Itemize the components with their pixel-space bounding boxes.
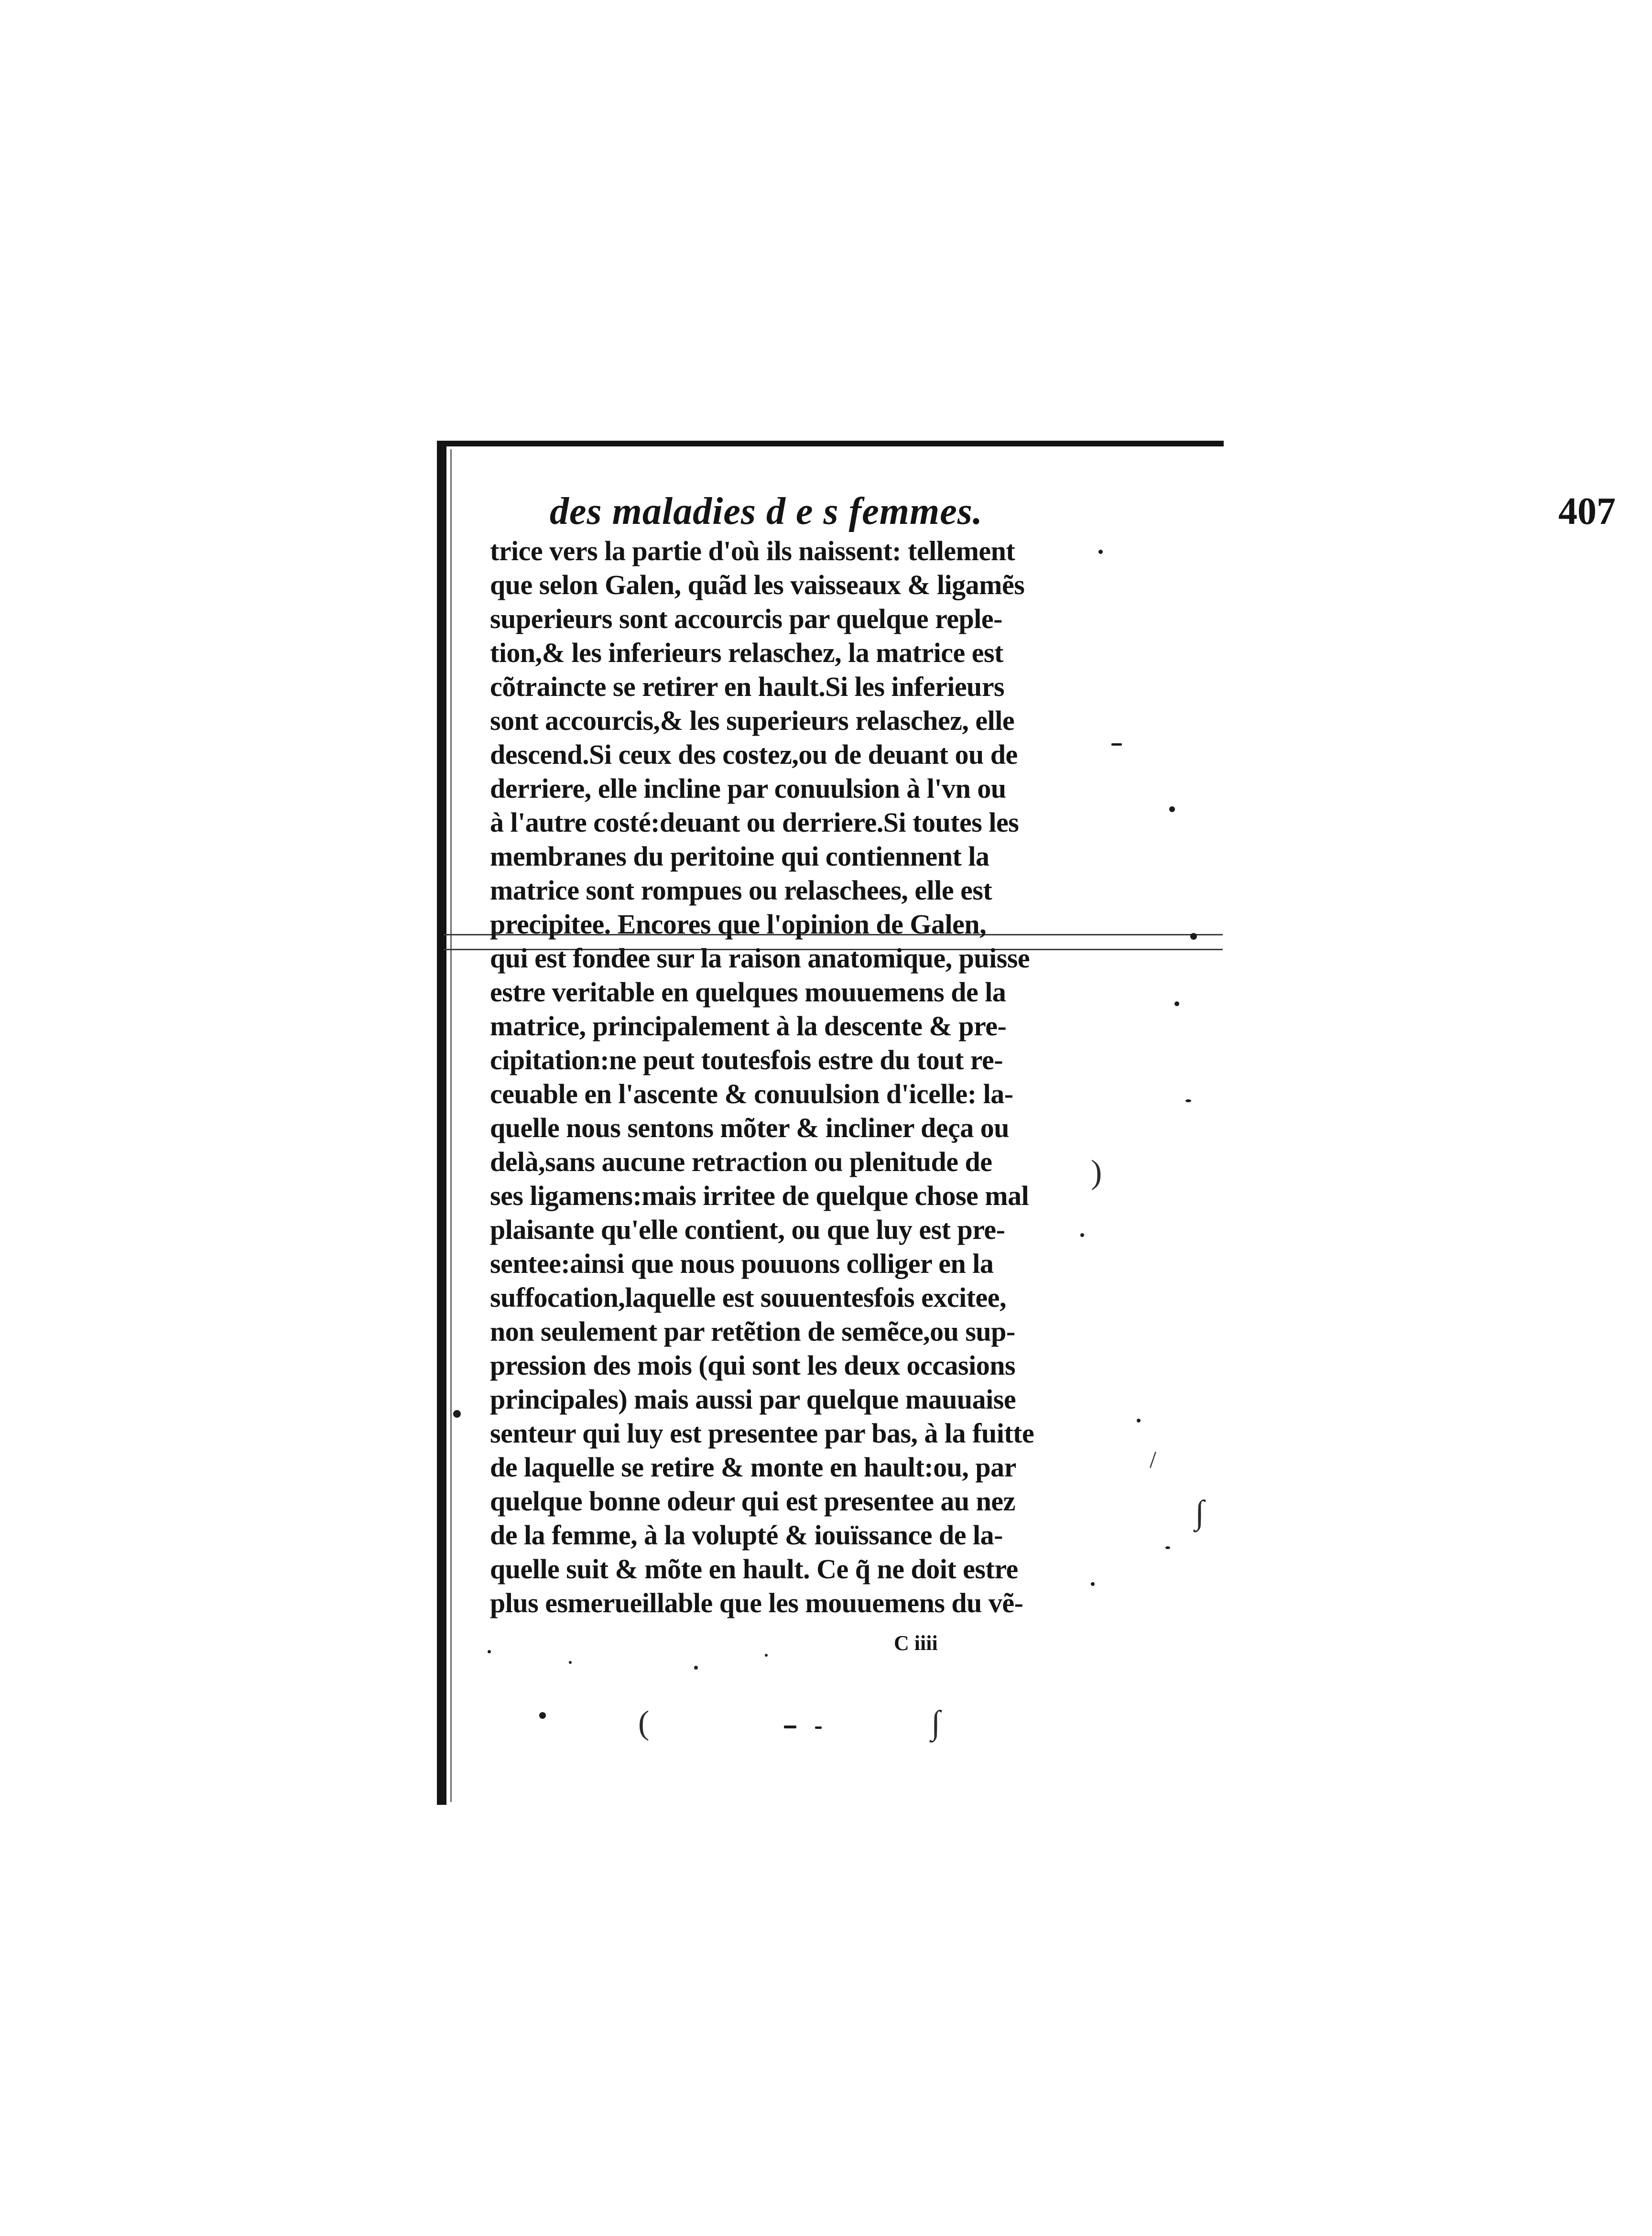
ink-speck [1190,933,1197,940]
text-line: cipitation:ne peut toutesfois estre du tout re- [490,1044,1003,1075]
text-line: delà,sans aucune retraction ou plenitude de [490,1146,992,1177]
ink-speck [1165,1546,1170,1549]
ink-speck [815,1726,822,1729]
ink-speck [488,1650,491,1653]
ink-speck [1098,550,1103,554]
top-page-border [441,441,1224,446]
inner-margin-line [450,449,452,1802]
ink-speck [694,1666,698,1670]
text-line: que selon Galen, quãd les vaisseaux & ligamẽs [490,569,1025,600]
text-line: estre veritable en quelques mouuemens de la [490,977,1006,1008]
text-line: matrice, principalement à la descente & pre- [490,1010,1007,1042]
text-line: pression des mois (qui sont les deux occasions [490,1350,1016,1381]
ink-speck [1169,806,1175,812]
ink-speck [1185,1099,1191,1102]
text-line: sentee:ainsi que nous pouuons colliger en la [490,1248,994,1279]
ink-speck [765,1654,768,1657]
text-line: ses ligamens:mais irritee de quelque chose mal [490,1180,1029,1211]
ink-speck [453,1410,461,1418]
text-line: derriere, elle incline par conuulsion à l'vn ou [490,773,1006,804]
text-line: sont accourcis,& les superieurs relaschez, elle [490,705,1015,736]
signature-mark: C iiii [894,1631,938,1655]
page-number: 407 [1558,490,1616,532]
ink-speck [569,1661,572,1664]
text-line: senteur qui luy est presentee par bas, à la fuitte [490,1418,1034,1449]
text-line: qui est fondee sur la raison anatomique, puisse [490,943,1030,974]
text-line: matrice sont rompues ou relaschees, elle est [490,875,992,906]
left-page-border [437,441,446,1805]
show-through-mark: ∫ [1195,1494,1205,1531]
ink-speck [1111,743,1122,746]
ink-speck [1080,1233,1084,1237]
text-line: quelle nous sentons mõter & incliner deça ou [490,1112,1009,1143]
show-through-mark: ( [638,1704,650,1741]
text-line: plaisante qu'elle contient, ou que luy est pre- [490,1214,1005,1245]
text-line: de laquelle se retire & monte en hault:ou, par [490,1452,1016,1483]
text-line: quelle suit & mõte en hault. Ce q̃ ne doit estre [490,1553,1018,1585]
text-line: trice vers la partie d'où ils naissent: tellement [490,535,1015,566]
text-line: principales) mais aussi par quelque mauuaise [490,1384,1016,1415]
show-through-mark: ) [1091,1154,1102,1191]
running-title: des maladies d e s femmes. [550,490,983,532]
text-line: de la femme, à la volupté & iouïssance de la- [490,1520,1003,1551]
text-line: plus esmerueillable que les mouuemens du vẽ- [490,1587,1023,1618]
running-head [550,485,1616,538]
text-line: tion,& les inferieurs relaschez, la matrice est [490,637,1003,668]
text-line: membranes du peritoine qui contiennent la [490,841,989,872]
ink-speck [1174,1001,1179,1006]
text-line: quelque bonne odeur qui est presentee au nez [490,1486,1015,1517]
ink-speck [539,1712,546,1719]
show-through-mark: / [1150,1446,1156,1473]
ink-speck [1137,1419,1141,1422]
text-line: ceuable en l'ascente & conuulsion d'icelle: la- [490,1078,1013,1109]
body-text [490,534,1102,1620]
text-line: precipitee. Encores que l'opinion de Galen, [490,909,987,940]
text-line: suffocation,laquelle est souuentesfois excitee, [490,1282,1006,1313]
text-line: à l'autre costé:deuant ou derriere.Si toutes les [490,807,1019,838]
text-line: descend.Si ceux des costez,ou de deuant ou de [490,739,1018,770]
text-line: non seulement par retẽtion de semẽce,ou sup- [490,1316,1015,1347]
show-through-mark: ∫ [931,1704,941,1741]
text-line: cõtraincte se retirer en hault.Si les inferieurs [490,671,1005,702]
ink-speck [1091,1582,1095,1586]
text-line: superieurs sont accourcis par quelque reple- [490,603,1002,634]
ink-speck [784,1726,796,1728]
